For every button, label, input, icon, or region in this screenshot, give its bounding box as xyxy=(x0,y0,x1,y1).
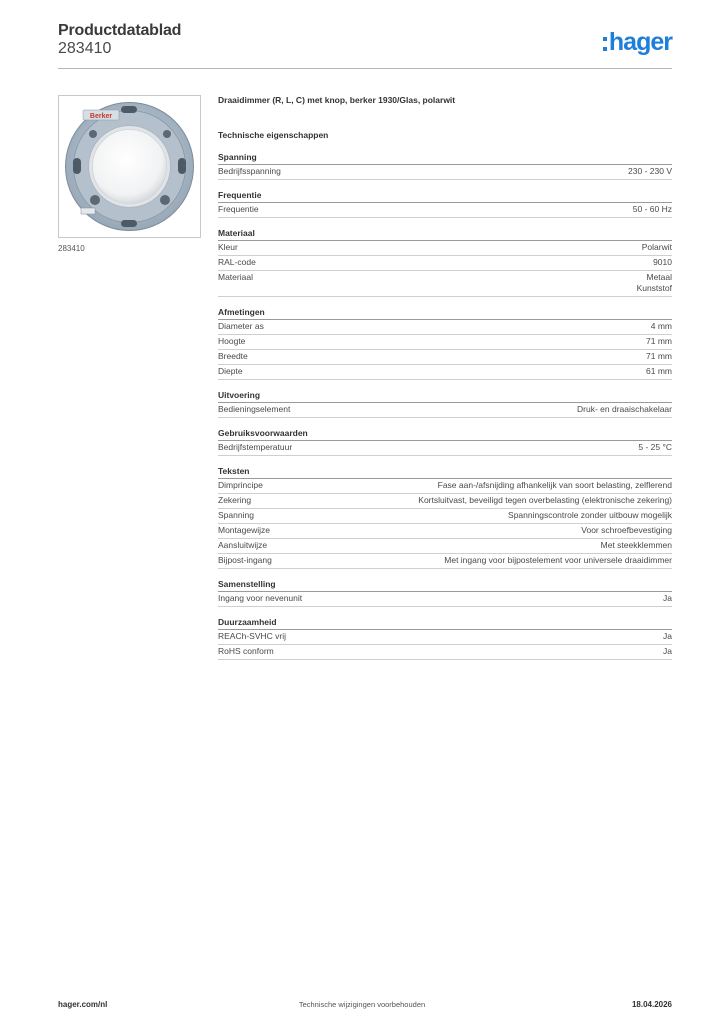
brand-label: Berker xyxy=(89,113,113,120)
spec-row xyxy=(218,365,672,380)
spec-label: Dimprincipe xyxy=(218,480,263,490)
section-title: Materiaal xyxy=(218,227,672,241)
spec-content xyxy=(218,95,672,669)
spec-row xyxy=(218,539,672,554)
spec-section xyxy=(218,616,672,660)
spec-value: Ja xyxy=(663,593,672,603)
spec-value: Fase aan-/afsnijding afhankelijk van soort belasting, zelflerend xyxy=(437,480,672,490)
spec-value: 71 mm xyxy=(646,336,672,346)
spec-row xyxy=(218,554,672,569)
spec-row xyxy=(218,335,672,350)
spec-value: 5 - 25 °C xyxy=(638,442,672,452)
logo-text: hager xyxy=(608,27,672,56)
spec-value: 9010 xyxy=(653,257,672,267)
spec-label: Kleur xyxy=(218,242,238,252)
spec-label: Diameter as xyxy=(218,321,264,331)
spec-value: Ja xyxy=(663,631,672,641)
spec-label: Montagewijze xyxy=(218,525,270,535)
spec-value: 61 mm xyxy=(646,366,672,376)
spec-sections xyxy=(218,151,672,660)
spec-label: Spanning xyxy=(218,510,254,520)
spec-row xyxy=(218,479,672,494)
spec-section xyxy=(218,389,672,418)
spec-label: Diepte xyxy=(218,366,243,376)
spec-row xyxy=(218,350,672,365)
tech-properties-title: Technische eigenschappen xyxy=(218,130,329,140)
spec-value: Spanningscontrole zonder uitbouw mogelijk xyxy=(508,510,672,520)
spec-section xyxy=(218,189,672,218)
document-title: Productdatablad xyxy=(58,22,182,39)
spec-label: Aansluitwijze xyxy=(218,540,268,550)
spec-label: Hoogte xyxy=(218,336,246,346)
spec-section xyxy=(218,427,672,456)
spec-label: Materiaal xyxy=(218,272,253,282)
spec-row xyxy=(218,630,672,645)
spec-label: Zekering xyxy=(218,495,252,505)
spec-value: Met steekklemmen xyxy=(600,540,672,550)
spec-row xyxy=(218,320,672,335)
spec-section xyxy=(218,227,672,297)
spec-label: Bedrijfsspanning xyxy=(218,166,281,176)
spec-row xyxy=(218,403,672,418)
spec-label: Frequentie xyxy=(218,204,259,214)
footer-disclaimer: Technische wijzigingen voorbehouden xyxy=(298,1000,426,1009)
spec-value: 230 - 230 V xyxy=(628,166,672,176)
spec-label: REACh-SVHC vrij xyxy=(218,631,287,641)
spec-value: 50 - 60 Hz xyxy=(632,204,672,214)
spec-row xyxy=(218,524,672,539)
footer-website: hager.com/nl xyxy=(58,1000,108,1009)
spec-label: Bedieningselement xyxy=(218,404,291,414)
image-caption: 283410 xyxy=(58,244,85,253)
spec-value: Druk- en draaischakelaar xyxy=(577,404,672,414)
section-title: Samenstelling xyxy=(218,578,672,592)
spec-value: Metaal Kunststof xyxy=(636,272,672,293)
section-title: Afmetingen xyxy=(218,306,672,320)
spec-label: Breedte xyxy=(218,351,248,361)
spec-label: RAL-code xyxy=(218,257,256,267)
header-divider xyxy=(58,68,672,69)
spec-row xyxy=(218,494,672,509)
footer-date: 18.04.2026 xyxy=(631,1000,672,1009)
article-number: 283410 xyxy=(58,40,112,57)
spec-value: 4 mm xyxy=(650,321,672,331)
section-title: Uitvoering xyxy=(218,389,672,403)
logo-dots-icon xyxy=(603,37,607,51)
spec-label: Ingang voor nevenunit xyxy=(218,593,303,603)
spec-label: RoHS conform xyxy=(218,646,274,656)
section-title: Duurzaamheid xyxy=(218,616,672,630)
spec-value: Ja xyxy=(663,646,672,656)
spec-row xyxy=(218,165,672,180)
section-title: Gebruiksvoorwaarden xyxy=(218,427,672,441)
hager-logo xyxy=(603,28,672,56)
spec-value: Met ingang voor bijpostelement voor universele draaidimmer xyxy=(444,555,672,565)
product-description: Draaidimmer (R, L, C) met knop, berker 1930/Glas, polarwit xyxy=(218,95,456,105)
spec-value: Kortsluitvast, beveiligd tegen overbelasting (elektronische zekering) xyxy=(418,495,672,505)
spec-label: Bijpost-ingang xyxy=(218,555,272,565)
spec-row xyxy=(218,441,672,456)
spec-row xyxy=(218,271,672,297)
section-title: Frequentie xyxy=(218,189,672,203)
spec-value: 71 mm xyxy=(646,351,672,361)
spec-section xyxy=(218,151,672,180)
spec-row xyxy=(218,592,672,607)
spec-row xyxy=(218,256,672,271)
spec-row xyxy=(218,241,672,256)
spec-row xyxy=(218,509,672,524)
product-image xyxy=(58,95,201,238)
spec-value: Polarwit xyxy=(641,242,672,252)
spec-section xyxy=(218,578,672,607)
section-title: Teksten xyxy=(218,465,672,479)
spec-value: Voor schroefbevestiging xyxy=(581,525,672,535)
spec-row xyxy=(218,203,672,218)
dimmer-illustration xyxy=(59,96,200,237)
spec-label: Bedrijfstemperatuur xyxy=(218,442,293,452)
spec-section xyxy=(218,465,672,569)
section-title: Spanning xyxy=(218,151,672,165)
spec-row xyxy=(218,645,672,660)
spec-section xyxy=(218,306,672,380)
